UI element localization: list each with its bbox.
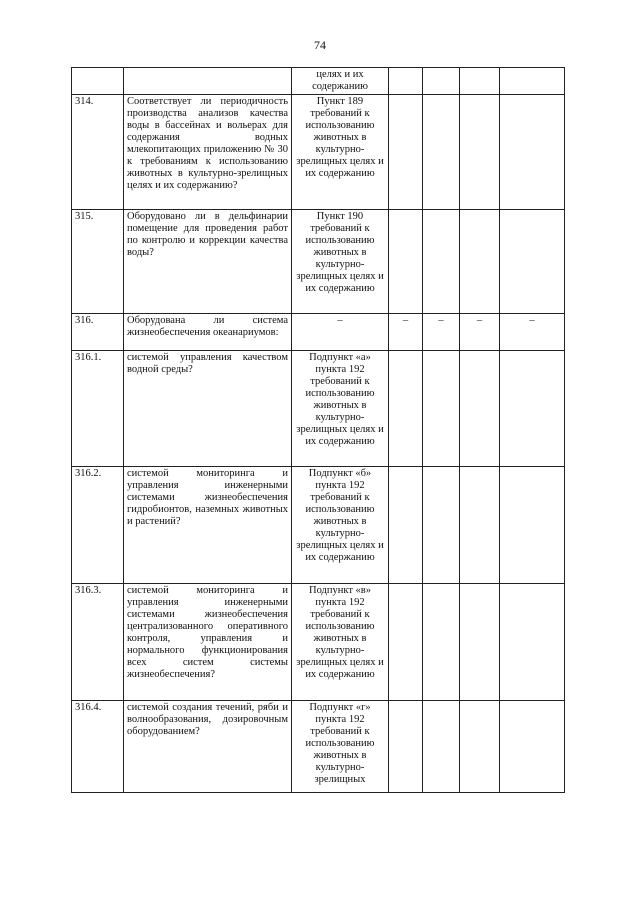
answer-cell[interactable] <box>423 701 460 793</box>
answer-cell[interactable] <box>423 584 460 701</box>
answer-cell[interactable] <box>460 95 500 210</box>
row-number: 316.2. <box>72 467 124 584</box>
answer-cell[interactable] <box>460 467 500 584</box>
answer-cell[interactable] <box>423 68 460 95</box>
answer-cell[interactable] <box>389 210 423 314</box>
row-question: системой мониторинга и управления инженерными системами жизнеобеспечения централизованного оперативного контроля, управления и нормального функционирования всех систем системы жизнеобеспечения? <box>124 584 292 701</box>
answer-cell[interactable] <box>423 95 460 210</box>
comment-cell[interactable] <box>500 467 565 584</box>
row-question: системой создания течений, ряби и волнообразования, дозировочным оборудованием? <box>124 701 292 793</box>
answer-cell[interactable] <box>389 351 423 467</box>
answer-cell[interactable] <box>423 467 460 584</box>
row-reference: Подпункт «г» пункта 192 требований к использованию животных в культурно-зрелищных <box>292 701 389 793</box>
row-reference: целях и их содержанию <box>292 68 389 95</box>
row-question: Соответствует ли периодичность производства анализов качества воды в бассейнах и вольерах для содержания водных млекопитающих приложению № 30 к требованиям к использованию животных в культурно-зрелищных целях и их содержанию? <box>124 95 292 210</box>
comment-cell[interactable] <box>500 351 565 467</box>
answer-cell[interactable] <box>460 701 500 793</box>
table-row <box>72 314 565 351</box>
row-reference: – <box>292 314 389 351</box>
answer-cell-dash: – <box>460 314 500 351</box>
answer-cell[interactable] <box>423 351 460 467</box>
answer-cell[interactable] <box>460 351 500 467</box>
table-row <box>72 210 565 314</box>
answer-cell[interactable] <box>389 467 423 584</box>
row-reference: Подпункт «б» пункта 192 требований к использованию животных в культурно-зрелищных целях и их содержанию <box>292 467 389 584</box>
row-reference: Пункт 190 требований к использованию животных в культурно-зрелищных целях и их содержанию <box>292 210 389 314</box>
row-question: системой управления качеством водной среды? <box>124 351 292 467</box>
row-question: системой мониторинга и управления инженерными системами жизнеобеспечения гидробионтов, наземных животных и растений? <box>124 467 292 584</box>
row-question <box>124 68 292 95</box>
table-row <box>72 467 565 584</box>
checklist-table <box>71 67 565 793</box>
row-number: 316. <box>72 314 124 351</box>
row-reference: Подпункт «а» пункта 192 требований к использованию животных в культурно-зрелищных целях и их содержанию <box>292 351 389 467</box>
answer-cell[interactable] <box>423 210 460 314</box>
page-number: 74 <box>314 38 326 52</box>
answer-cell[interactable] <box>389 584 423 701</box>
row-reference: Подпункт «в» пункта 192 требований к использованию животных в культурно-зрелищных целях и их содержанию <box>292 584 389 701</box>
comment-cell[interactable] <box>500 95 565 210</box>
answer-cell[interactable] <box>389 701 423 793</box>
comment-cell[interactable] <box>500 210 565 314</box>
answer-cell[interactable] <box>460 584 500 701</box>
comment-cell[interactable] <box>500 584 565 701</box>
row-number: 314. <box>72 95 124 210</box>
row-question: Оборудовано ли в дельфинарии помещение для проведения работ по контролю и коррекции качества воды? <box>124 210 292 314</box>
table-row <box>72 351 565 467</box>
row-question: Оборудована ли система жизнеобеспечения океанариумов: <box>124 314 292 351</box>
row-number <box>72 68 124 95</box>
table-row <box>72 584 565 701</box>
row-reference: Пункт 189 требований к использованию животных в культурно-зрелищных целях и их содержанию <box>292 95 389 210</box>
answer-cell[interactable] <box>460 68 500 95</box>
answer-cell[interactable] <box>389 68 423 95</box>
answer-cell-dash: – <box>423 314 460 351</box>
row-number: 316.4. <box>72 701 124 793</box>
answer-cell[interactable] <box>389 95 423 210</box>
row-number: 316.1. <box>72 351 124 467</box>
row-number: 315. <box>72 210 124 314</box>
comment-cell[interactable] <box>500 68 565 95</box>
answer-cell[interactable] <box>460 210 500 314</box>
comment-cell[interactable] <box>500 701 565 793</box>
answer-cell-dash: – <box>389 314 423 351</box>
row-number: 316.3. <box>72 584 124 701</box>
table-row <box>72 95 565 210</box>
comment-cell-dash: – <box>500 314 565 351</box>
table-row <box>72 68 565 95</box>
table-row <box>72 701 565 793</box>
